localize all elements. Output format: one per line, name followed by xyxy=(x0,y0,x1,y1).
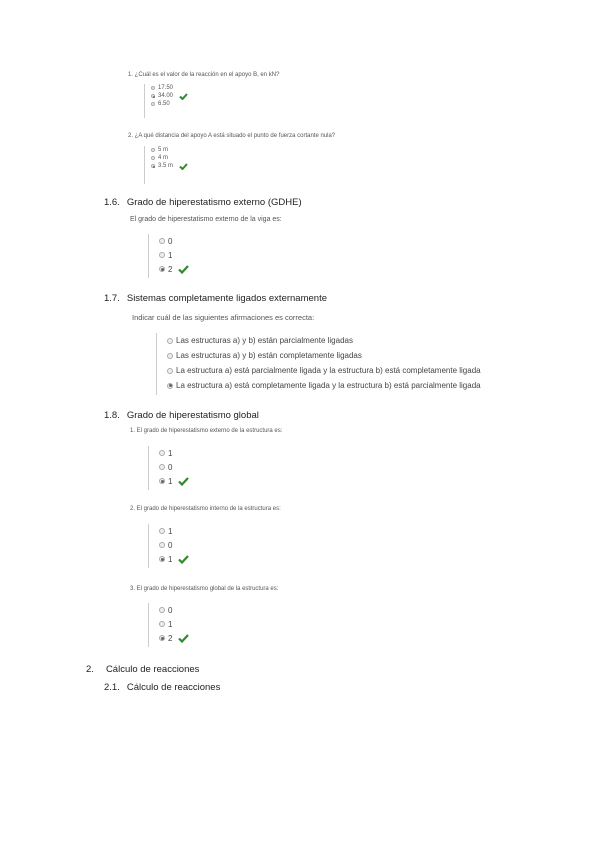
option[interactable]: 1 xyxy=(159,617,189,631)
checkmark-icon xyxy=(179,163,188,170)
option[interactable]: Las estructuras a) y b) están parcialmente ligadas xyxy=(167,333,481,348)
radio-icon[interactable] xyxy=(159,607,165,613)
checkmark-icon xyxy=(178,555,189,564)
question-text: 1. ¿Cuál es el valor de la reacción en el apoyo B, en kN? xyxy=(128,72,280,78)
option[interactable]: 1 xyxy=(159,474,189,488)
radio-icon[interactable] xyxy=(159,266,165,272)
option[interactable]: 17.50 xyxy=(151,84,188,92)
option[interactable]: 2 xyxy=(159,631,189,645)
radio-icon[interactable] xyxy=(167,383,173,389)
section-heading: 1.7. Sistemas completamente ligados externamente xyxy=(104,293,327,304)
section-heading: 1.6. Grado de hiperestatismo externo (GDHE) xyxy=(104,197,302,208)
radio-icon[interactable] xyxy=(151,94,155,98)
option[interactable]: 0 xyxy=(159,234,189,248)
option[interactable]: La estructura a) está parcialmente ligada y la estructura b) está completamente ligada xyxy=(167,363,481,378)
option[interactable]: 34.00 xyxy=(151,92,188,100)
radio-icon[interactable] xyxy=(159,252,165,258)
option[interactable]: 1 xyxy=(159,446,189,460)
radio-icon[interactable] xyxy=(151,164,155,168)
option[interactable]: 1 xyxy=(159,552,189,566)
option[interactable]: 1 xyxy=(159,524,189,538)
option[interactable]: 0 xyxy=(159,603,189,617)
section-heading: 2.1. Cálculo de reacciones xyxy=(104,682,221,693)
checkmark-icon xyxy=(178,265,189,274)
section-heading: 2. Cálculo de reacciones xyxy=(86,664,200,675)
checkmark-icon xyxy=(179,93,188,100)
radio-icon[interactable] xyxy=(167,353,173,359)
question-text: 3. El grado de hiperestatismo global de la estructura es: xyxy=(130,586,279,592)
option[interactable]: 2 xyxy=(159,262,189,276)
question-text: Indicar cuál de las siguientes afirmaciones es correcta: xyxy=(132,313,315,322)
options-group xyxy=(148,234,189,278)
option[interactable]: Las estructuras a) y b) están completamente ligadas xyxy=(167,348,481,363)
radio-icon[interactable] xyxy=(151,102,155,106)
options-group xyxy=(144,84,188,118)
radio-icon[interactable] xyxy=(151,148,155,152)
options-group xyxy=(148,603,189,647)
option[interactable]: 0 xyxy=(159,460,189,474)
radio-icon[interactable] xyxy=(151,86,155,90)
option[interactable]: 5 m xyxy=(151,146,188,154)
question-text: 1. El grado de hiperestatismo externo de la estructura es: xyxy=(130,428,283,434)
radio-icon[interactable] xyxy=(159,450,165,456)
checkmark-icon xyxy=(178,634,189,643)
question-text: El grado de hiperestatismo externo de la viga es: xyxy=(130,216,282,223)
radio-icon[interactable] xyxy=(159,478,165,484)
radio-icon[interactable] xyxy=(159,464,165,470)
option[interactable]: 4 m xyxy=(151,154,188,162)
option[interactable]: 1 xyxy=(159,248,189,262)
section-heading: 1.8. Grado de hiperestatismo global xyxy=(104,410,259,421)
question-text: 2. El grado de hiperestatismo interno de la estructura es: xyxy=(130,506,281,512)
option[interactable]: La estructura a) está completamente ligada y la estructura b) está parcialmente ligada xyxy=(167,378,481,393)
question-text: 2. ¿A qué distancia del apoyo A está situado el punto de fuerza cortante nula? xyxy=(128,133,336,139)
option[interactable]: 6.50 xyxy=(151,100,188,108)
radio-icon[interactable] xyxy=(159,238,165,244)
radio-icon[interactable] xyxy=(151,156,155,160)
radio-icon[interactable] xyxy=(159,635,165,641)
options-group xyxy=(144,146,188,184)
radio-icon[interactable] xyxy=(167,338,173,344)
checkmark-icon xyxy=(178,477,189,486)
option[interactable]: 0 xyxy=(159,538,189,552)
radio-icon[interactable] xyxy=(159,528,165,534)
options-group xyxy=(148,524,189,568)
radio-icon[interactable] xyxy=(159,621,165,627)
options-group xyxy=(148,446,189,490)
radio-icon[interactable] xyxy=(167,368,173,374)
radio-icon[interactable] xyxy=(159,542,165,548)
option[interactable]: 3.5 m xyxy=(151,162,188,170)
options-group xyxy=(156,333,481,395)
radio-icon[interactable] xyxy=(159,556,165,562)
